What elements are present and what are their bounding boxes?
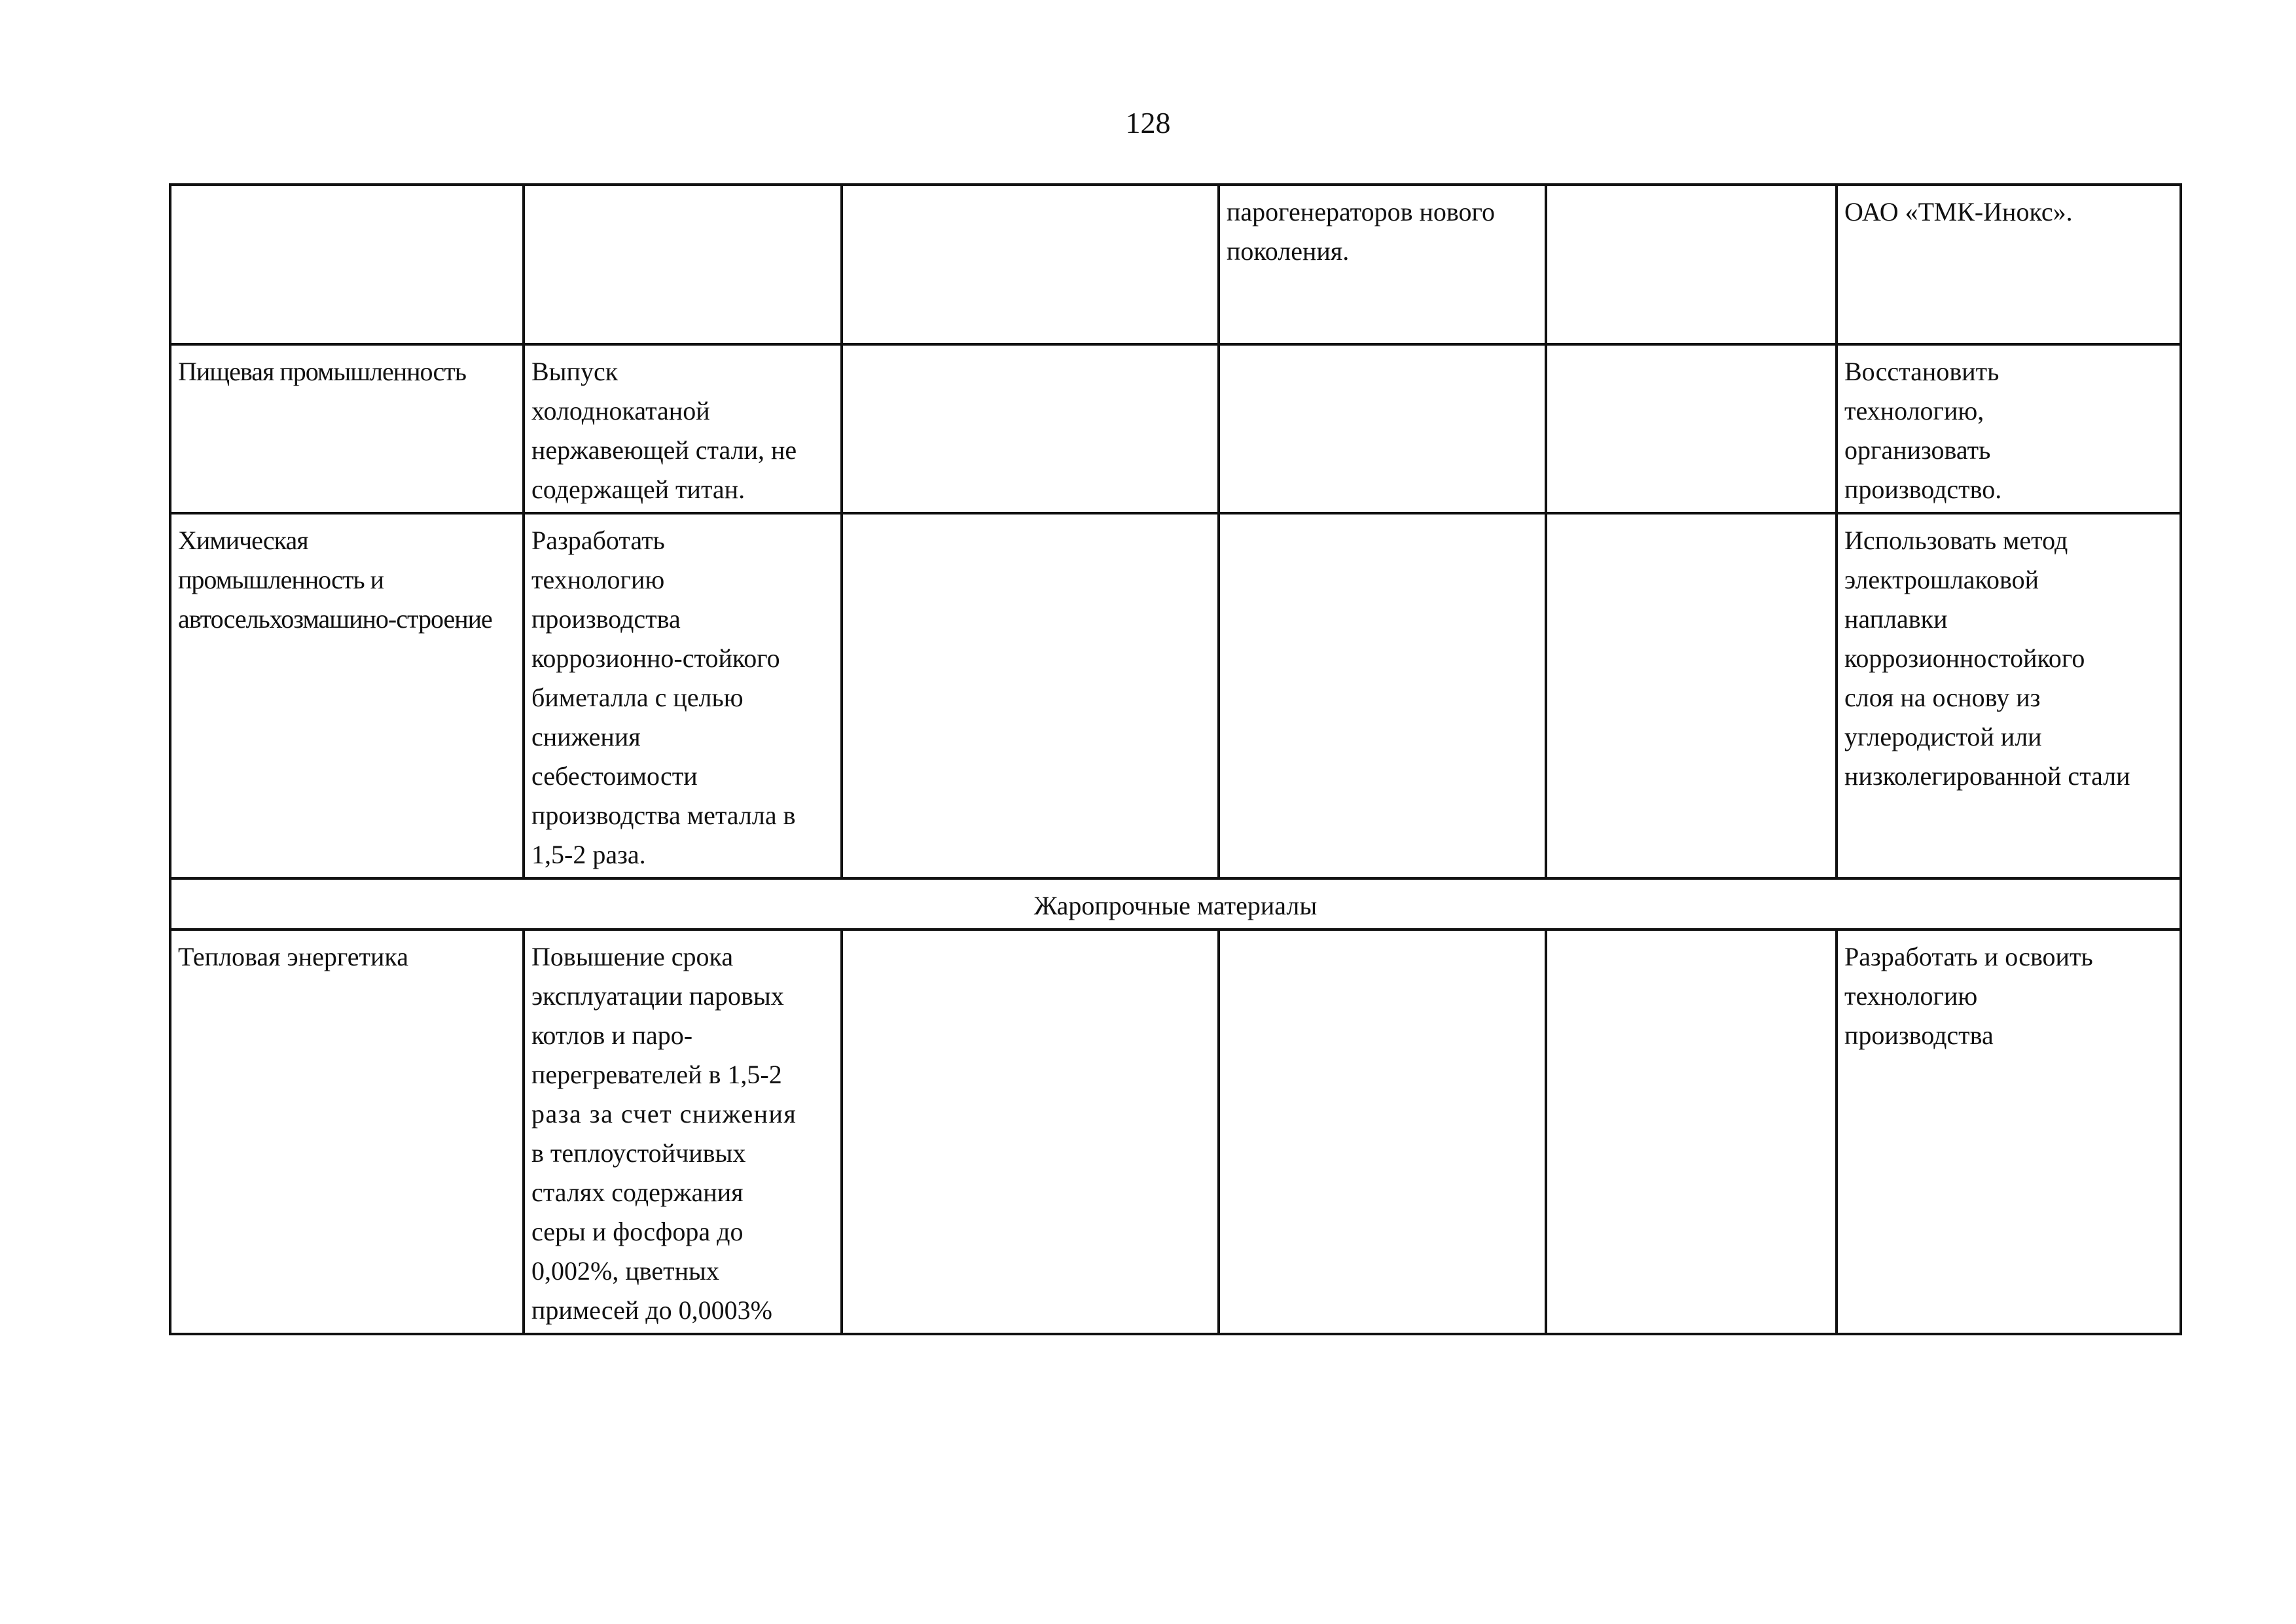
cell-line: Использовать метод [1844, 526, 2068, 555]
table-cell [1219, 185, 1546, 344]
cell-line: себестоимости [531, 761, 698, 791]
cell-line: перегревателей в 1,5-2 [531, 1060, 782, 1089]
cell-line: поколения. [1227, 236, 1350, 266]
table-cell [842, 185, 1219, 344]
industry-cell [170, 344, 524, 513]
cell-line: серы и фосфора до [531, 1217, 744, 1246]
cell-line: холоднокатаной [531, 396, 710, 425]
cell-line: электрошлаковой [1844, 565, 2039, 594]
cell-line: производство. [1844, 475, 2002, 504]
table-cell [1546, 929, 1837, 1334]
cell-line: производства [531, 604, 681, 634]
cell-line: Выпуск [531, 357, 619, 386]
table-cell [1219, 513, 1546, 878]
table-cell [1546, 513, 1837, 878]
cell-line: парогенераторов нового [1227, 197, 1495, 226]
cell-line: автосельхозмашино-строение [178, 604, 492, 634]
cell-line: ОАО «ТМК-Инокс». [1844, 197, 2073, 226]
cell-line: сталях содержания [531, 1178, 744, 1207]
table-cell [1546, 185, 1837, 344]
table-cell [842, 344, 1219, 513]
section-title: Жаропрочные материалы [170, 878, 2181, 929]
goal-cell [524, 513, 842, 878]
cell-line: коррозионно-стойкого [531, 643, 780, 673]
cell-line: производства [1844, 1020, 1994, 1050]
table-row [170, 929, 2181, 1334]
table-cell [170, 185, 524, 344]
goal-cell [524, 929, 842, 1334]
table-row [170, 185, 2181, 344]
cell-line: нержавеющей стали, не [531, 435, 797, 465]
cell-line: Химическая [178, 526, 308, 555]
cell-line: 0,002%, цветных [531, 1256, 719, 1286]
cell-line: наплавки [1844, 604, 1948, 634]
cell-line: эксплуатации паровых [531, 981, 784, 1011]
table-cell [842, 513, 1219, 878]
table-cell [842, 929, 1219, 1334]
section-header-row [170, 878, 2181, 929]
cell-line: технологию, [1844, 396, 1984, 425]
cell-line: содержащей титан. [531, 475, 745, 504]
action-cell [1837, 929, 2181, 1334]
table-cell [1546, 344, 1837, 513]
table-row [170, 513, 2181, 878]
table-cell [524, 185, 842, 344]
table-row [170, 344, 2181, 513]
goal-cell [524, 344, 842, 513]
cell-line: углеродистой или [1844, 722, 2042, 751]
data-table [169, 183, 2182, 1335]
industry-cell [170, 929, 524, 1334]
cell-line: в теплоустойчивых [531, 1138, 746, 1168]
cell-line: снижения [531, 722, 641, 751]
page-number: 128 [1125, 106, 1171, 139]
industry-cell [170, 513, 524, 878]
cell-line: коррозионностойкого [1844, 643, 2085, 673]
cell-line: котлов и паро- [531, 1020, 693, 1050]
cell-line: примесей до 0,0003% [531, 1295, 772, 1325]
cell-line: технологию [1844, 981, 1978, 1011]
cell-line: Восстановить [1844, 357, 2000, 386]
cell-line: технологию [531, 565, 665, 594]
cell-line: Повышение срока [531, 942, 734, 971]
cell-line: слоя на основу из [1844, 683, 2041, 712]
cell-line: Разработать [531, 526, 665, 555]
cell-line: биметалла с целью [531, 683, 744, 712]
table-cell [1219, 344, 1546, 513]
cell-line: организовать [1844, 435, 1991, 465]
cell-line: низколегированной стали [1844, 761, 2130, 791]
cell-line: промышленность и [178, 565, 384, 594]
table-cell [1219, 929, 1546, 1334]
action-cell [1837, 513, 2181, 878]
cell-line: Разработать и освоить [1844, 942, 2093, 971]
cell-line: Тепловая энергетика [178, 942, 408, 971]
action-cell [1837, 344, 2181, 513]
cell-line: производства металла в [531, 801, 796, 830]
cell-line: Пищевая промышленность [178, 357, 466, 386]
cell-line: раза за счет снижения [531, 1099, 797, 1128]
cell-line: 1,5-2 раза. [531, 840, 646, 869]
table-cell [1837, 185, 2181, 344]
